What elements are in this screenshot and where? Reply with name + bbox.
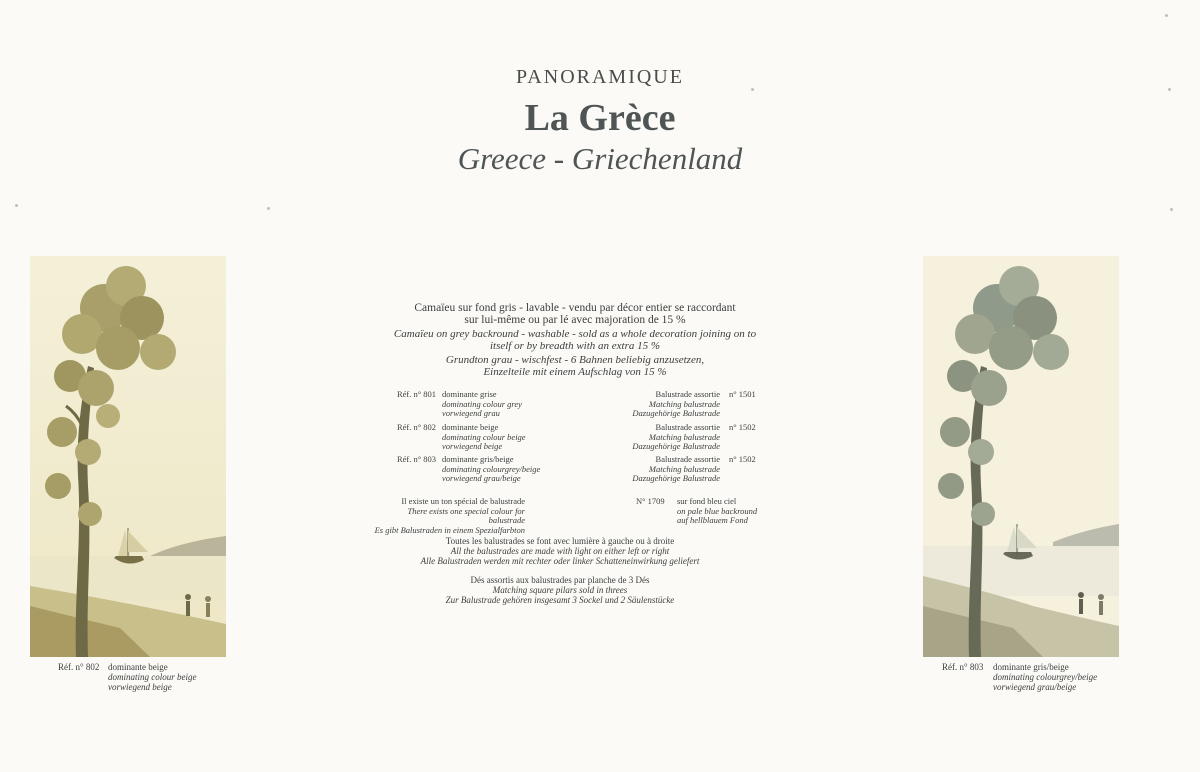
caption-right-ref: Réf. n° 803 (942, 662, 984, 672)
page-subtitle: Greece - Griechenland (457, 140, 743, 176)
caption-right-de: vorwiegend grau/beige (993, 682, 1077, 692)
special-balustrade (370, 496, 790, 535)
balustrade-number: n° 1502 (729, 454, 756, 464)
speck (15, 204, 18, 207)
balustrade-number: n° 1501 (729, 389, 756, 399)
reference-en: dominating colour grey (442, 398, 522, 409)
reference-number: Réf. n° 802 (396, 422, 436, 432)
caption-left (58, 662, 258, 702)
panel-illustration-grey-beige (923, 256, 1119, 657)
caption-right-en: dominating colourgrey/beige (993, 672, 1098, 682)
page-title: La Grèce (524, 97, 676, 139)
dies-note (360, 575, 760, 605)
desc-de-2: Einzelteile mit einem Aufschlag von 15 % (483, 366, 667, 378)
reference-de: vorwiegend grau (442, 408, 500, 418)
balustrade-en: Matching balustrade (648, 398, 720, 409)
panel-illustration-beige (30, 256, 226, 657)
balustrade-fr: Balustrade assortie (655, 422, 720, 432)
special-en: There exists one special colour for balustrade (407, 505, 525, 525)
caption-right-fr: dominante gris/beige (993, 662, 1069, 672)
reference-number: Réf. n° 801 (396, 389, 436, 399)
speck (267, 207, 270, 210)
balustrade-row (600, 423, 780, 453)
light-note-en: All the balustrades are made with light on either left or right (450, 546, 670, 556)
special-right-de: auf hellblauem Fond (677, 515, 748, 525)
balustrade-en: Matching balustrade (648, 463, 720, 474)
balustrade-de: Dazugehörige Balustrade (632, 473, 720, 483)
balustrade-number: n° 1502 (729, 422, 756, 432)
desc-fr-2: sur lui-même ou par lé avec majoration de 15 % (464, 314, 686, 326)
dies-note-fr: Dés assortis aux balustrades par planche de 3 Dés (470, 575, 650, 585)
caption-left-en: dominating colour beige (108, 672, 197, 682)
caption-left-fr: dominante beige (108, 662, 168, 672)
balustrade-row (600, 455, 780, 485)
balustrade-en: Matching balustrade (648, 431, 720, 442)
special-right-fr: sur fond bleu ciel (677, 496, 737, 506)
balustrade-fr: Balustrade assortie (655, 454, 720, 464)
light-note (360, 536, 760, 566)
balustrade-de: Dazugehörige Balustrade (632, 408, 720, 418)
reference-en: dominating colourgrey/beige (442, 463, 541, 474)
product-description (365, 302, 785, 378)
reference-list (380, 390, 600, 500)
special-fr: Il existe un ton spécial de balustrade (401, 496, 525, 506)
reference-fr: dominante gris/beige (442, 454, 514, 464)
special-number: N° 1709 (636, 496, 665, 506)
reference-en: dominating colour beige (442, 431, 526, 442)
balustrade-row (600, 390, 780, 420)
dies-note-de: Zur Balustrade gehören insgesamt 3 Sockel und 2 Säulenstücke (445, 595, 675, 605)
speck (1170, 208, 1173, 211)
kicker: PANORAMIQUE (516, 66, 684, 88)
reference-fr: dominante grise (442, 389, 497, 399)
reference-number: Réf. n° 803 (396, 454, 436, 464)
desc-en-2: itself or by breadth with an extra 15 % (489, 340, 661, 352)
reference-de: vorwiegend beige (442, 441, 503, 451)
balustrade-fr: Balustrade assortie (655, 389, 720, 399)
light-note-de: Alle Balustraden werden mit rechter oder linker Schatteneinwirkung geliefert (420, 556, 700, 566)
desc-de-1: Grundton grau - wischfest - 6 Bahnen beliebig anzusetzen, (445, 354, 705, 366)
balustrade-list (600, 390, 780, 500)
special-de: Es gibt Balustraden in einem Spezialfarbton (374, 524, 525, 535)
caption-left-ref: Réf. n° 802 (58, 662, 100, 672)
caption-right-lines (993, 662, 1097, 692)
desc-fr-1: Camaïeu sur fond gris - lavable - vendu par décor entier se raccordant (414, 302, 736, 314)
reference-fr: dominante beige (442, 422, 499, 432)
speck (1165, 14, 1168, 17)
special-right-en: on pale blue backround (677, 505, 758, 516)
light-note-fr: Toutes les balustrades se font avec lumière à gauche ou à droite (445, 536, 675, 546)
desc-en-1: Camaïeu on grey backround - washable - sold as a whole decoration joining on to (393, 328, 757, 340)
caption-right (942, 662, 1162, 702)
caption-left-lines (108, 662, 197, 692)
header (0, 66, 1200, 176)
dies-note-en: Matching square pilars sold in threes (492, 585, 628, 595)
caption-left-de: vorwiegend beige (108, 682, 172, 692)
balustrade-de: Dazugehörige Balustrade (632, 441, 720, 451)
reference-de: vorwiegend grau/beige (442, 473, 521, 483)
